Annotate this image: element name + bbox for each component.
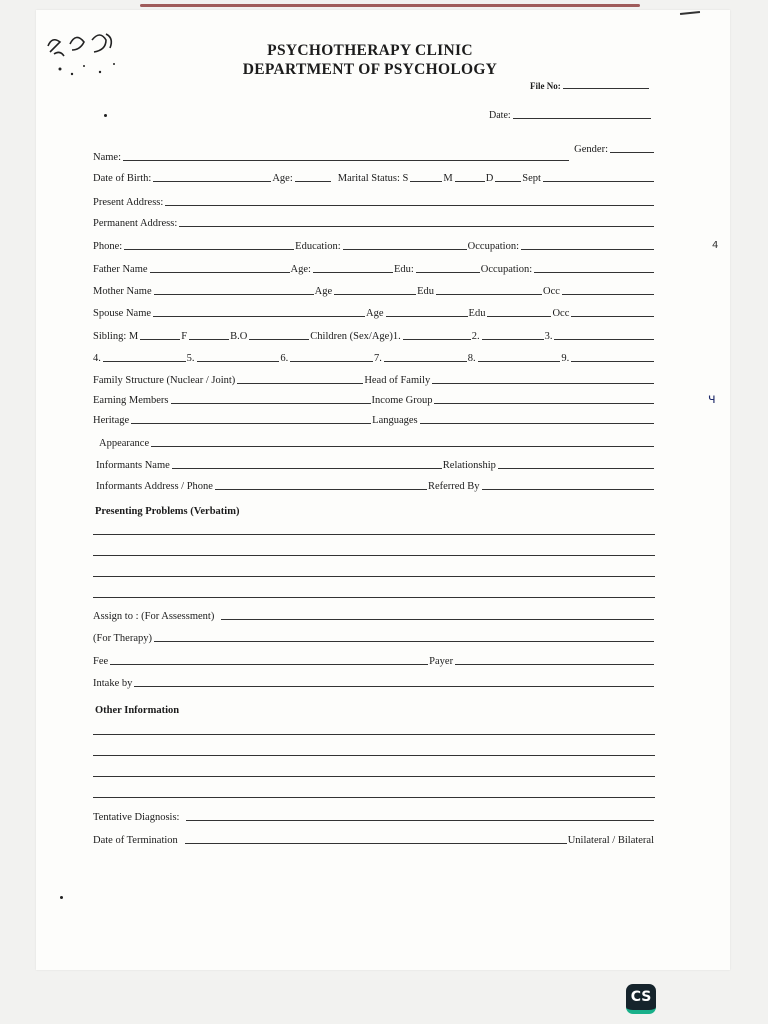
child-4-field[interactable]	[103, 351, 186, 362]
name-field[interactable]	[123, 150, 569, 161]
phone-row: Phone: Education: Occupation:	[93, 236, 655, 252]
mother-edu-field[interactable]	[436, 284, 542, 295]
other-information-line[interactable]	[93, 734, 655, 735]
child-8-field[interactable]	[478, 351, 561, 362]
heritage-field[interactable]	[131, 413, 371, 424]
dob-row: Date of Birth: Age: Marital Status: S M D Sept	[93, 168, 655, 184]
heritage-row: Heritage Languages	[93, 410, 655, 426]
appearance-row: Appearance	[99, 433, 655, 449]
present-address-row: Present Address:	[93, 192, 655, 208]
informants-name-field[interactable]	[172, 458, 442, 469]
assign-assessment-row: Assign to : (For Assessment)	[93, 606, 655, 622]
date-field[interactable]: Date:	[489, 108, 651, 121]
father-name-field[interactable]	[150, 262, 290, 273]
sibling-f-field[interactable]	[189, 329, 229, 340]
pen-mark: ч	[708, 392, 716, 407]
mother-occ-field[interactable]	[562, 284, 654, 295]
child-7-field[interactable]	[384, 351, 467, 362]
other-information-heading: Other Information	[95, 705, 180, 716]
dob-field[interactable]	[153, 171, 271, 182]
other-information-line[interactable]	[93, 755, 655, 756]
sibling-m-field[interactable]	[140, 329, 180, 340]
ink-dot	[104, 114, 107, 117]
children-row: 4. 5. 6. 7. 8. 9.	[93, 348, 655, 364]
languages-field[interactable]	[420, 413, 654, 424]
spouse-age-field[interactable]	[386, 306, 468, 317]
marital-s-field[interactable]	[410, 171, 442, 182]
stamp-scribble-icon	[40, 24, 126, 84]
earning-row: Earning Members Income Group	[93, 390, 655, 406]
presenting-problems-line[interactable]	[93, 534, 655, 535]
gender-field[interactable]	[610, 142, 654, 153]
education-field[interactable]	[343, 239, 467, 250]
referred-by-field[interactable]	[482, 479, 654, 490]
marital-d-field[interactable]	[495, 171, 521, 182]
child-6-field[interactable]	[290, 351, 373, 362]
permanent-address-row: Permanent Address:	[93, 213, 655, 229]
child-1-field[interactable]	[403, 329, 471, 340]
presenting-problems-heading: Presenting Problems (Verbatim)	[95, 506, 240, 517]
spouse-occ-field[interactable]	[571, 306, 654, 317]
marital-sept-field[interactable]	[543, 171, 654, 182]
name-label: Name:	[93, 152, 121, 163]
child-3-field[interactable]	[554, 329, 654, 340]
mother-age-field[interactable]	[334, 284, 416, 295]
presenting-problems-line[interactable]	[93, 597, 655, 598]
child-9-field[interactable]	[571, 351, 654, 362]
occupation-field[interactable]	[521, 239, 654, 250]
father-age-field[interactable]	[313, 262, 393, 273]
mother-name-field[interactable]	[154, 284, 314, 295]
presenting-problems-line[interactable]	[93, 576, 655, 577]
permanent-address-field[interactable]	[179, 216, 654, 227]
child-5-field[interactable]	[197, 351, 280, 362]
mother-row: Mother Name Age Edu Occ	[93, 281, 655, 297]
sibling-row: Sibling: M F B.O Children (Sex/Age)1. 2. 3.	[93, 326, 655, 342]
present-address-field[interactable]	[165, 195, 654, 206]
father-occupation-field[interactable]	[534, 262, 654, 273]
fee-field[interactable]	[110, 654, 428, 665]
camscanner-badge-icon: CS	[626, 984, 656, 1014]
assign-assessment-field[interactable]	[221, 609, 654, 620]
appearance-field[interactable]	[151, 436, 654, 447]
department-title: DEPARTMENT OF PSYCHOLOGY	[242, 61, 498, 78]
for-therapy-field[interactable]	[154, 631, 654, 642]
spouse-name-field[interactable]	[153, 306, 365, 317]
termination-row: Date of Termination Unilateral / Bilateral	[93, 835, 654, 846]
margin-mark: 4	[712, 240, 719, 251]
spouse-edu-field[interactable]	[487, 306, 551, 317]
age-field[interactable]	[295, 171, 331, 182]
informants-address-field[interactable]	[215, 479, 427, 490]
termination-date-field[interactable]	[185, 833, 567, 844]
presenting-problems-line[interactable]	[93, 555, 655, 556]
other-information-line[interactable]	[93, 776, 655, 777]
sibling-bo-field[interactable]	[249, 329, 309, 340]
intake-by-field[interactable]	[134, 676, 654, 687]
informants-name-row: Informants Name Relationship	[96, 455, 655, 471]
tentative-diagnosis-field[interactable]	[186, 810, 654, 821]
father-row: Father Name Age: Edu: Occupation:	[93, 259, 655, 275]
clinic-title: PSYCHOTHERAPY CLINIC	[267, 42, 473, 59]
income-group-field[interactable]	[434, 393, 654, 404]
name-row	[93, 144, 655, 163]
marital-m-field[interactable]	[455, 171, 485, 182]
father-edu-field[interactable]	[416, 262, 480, 273]
for-therapy-row: (For Therapy)	[93, 628, 655, 644]
family-structure-field[interactable]	[237, 373, 363, 384]
top-scan-edge	[140, 4, 640, 7]
intake-row: Intake by	[93, 673, 655, 689]
child-2-field[interactable]	[482, 329, 544, 340]
head-of-family-field[interactable]	[432, 373, 654, 384]
earning-members-field[interactable]	[171, 393, 371, 404]
tentative-diagnosis-row: Tentative Diagnosis:	[93, 807, 655, 823]
family-structure-row: Family Structure (Nuclear / Joint) Head of Family	[93, 370, 655, 386]
phone-field[interactable]	[124, 239, 294, 250]
fee-row: Fee Payer	[93, 651, 655, 667]
relationship-field[interactable]	[498, 458, 654, 469]
spouse-row: Spouse Name Age Edu Occ	[93, 303, 655, 319]
file-no-field[interactable]: File No:	[530, 78, 649, 91]
informants-address-row: Informants Address / Phone Referred By	[96, 476, 655, 492]
other-information-line[interactable]	[93, 797, 655, 798]
ink-dot	[60, 896, 63, 899]
payer-field[interactable]	[455, 654, 654, 665]
gender-label: Gender:	[574, 144, 608, 155]
